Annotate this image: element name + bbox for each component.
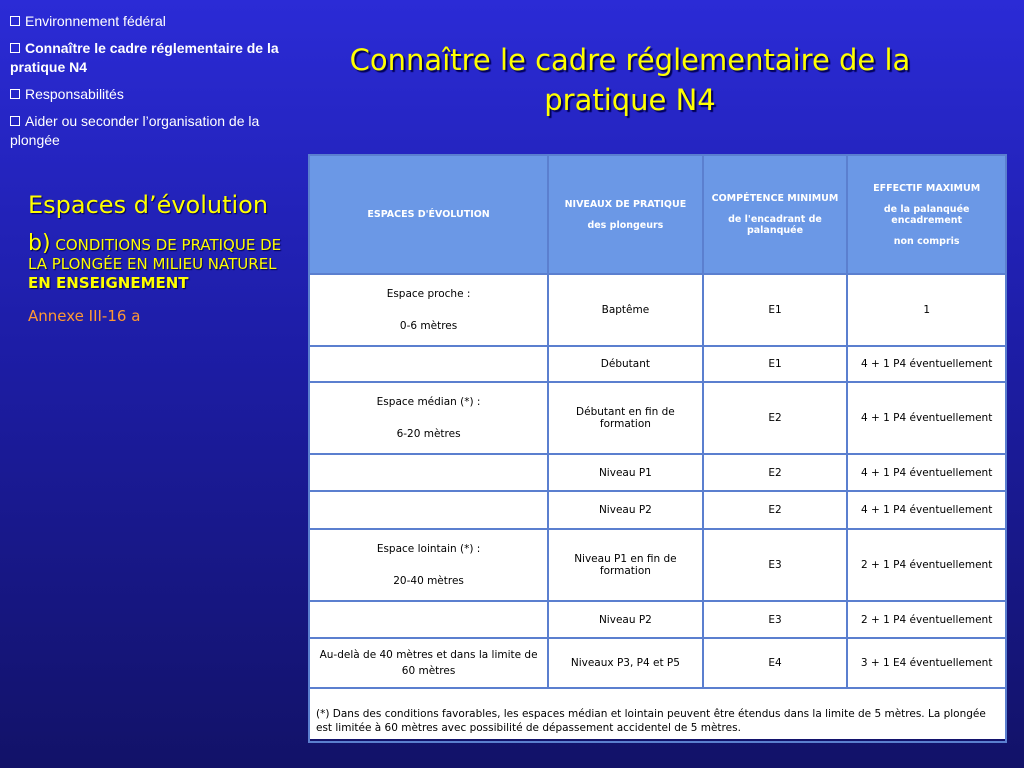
- cell-level: Débutant: [548, 346, 703, 382]
- header-espaces: ESPACES D'ÉVOLUTION: [309, 155, 548, 274]
- cell-competence: E1: [703, 274, 848, 346]
- cell-competence: E2: [703, 382, 848, 454]
- table-row: [309, 274, 1006, 346]
- nav-item-label: Responsabilités: [25, 86, 124, 102]
- cell-competence: E1: [703, 346, 848, 382]
- table-row: [309, 601, 1006, 638]
- side-sub-normal: CONDITIONS DE PRATIQUE DE LA PLONGÉE EN MILIEU NATUREL: [28, 236, 282, 273]
- nav-item-responsabilites[interactable]: [10, 85, 295, 104]
- cell-max: 2 + 1 P4 éventuellement: [847, 529, 1006, 601]
- cell-competence: E3: [703, 529, 848, 601]
- cell-max: 4 + 1 P4 éventuellement: [847, 346, 1006, 382]
- nav-item-organisation[interactable]: [10, 112, 295, 150]
- nav-item-label: Aider ou seconder l’organisation de la plongée: [10, 113, 260, 148]
- page-title: Connaître le cadre réglementaire de la pratique N4: [349, 43, 911, 117]
- table-row: [309, 346, 1006, 382]
- cell-space: [309, 346, 548, 382]
- checkbox-bullet-icon: [10, 16, 20, 26]
- cell-competence: E4: [703, 638, 848, 688]
- checkbox-bullet-icon: [10, 89, 20, 99]
- cell-space: [309, 491, 548, 529]
- cell-max: 4 + 1 P4 éventuellement: [847, 454, 1006, 491]
- side-heading: Espaces d’évolution: [28, 191, 269, 219]
- cell-max: 1: [847, 274, 1006, 346]
- header-effectif: EFFECTIF MAXIMUM de la palanquée encadrement non compris: [847, 155, 1006, 274]
- side-subtitle: [28, 231, 303, 293]
- cell-space: Espace lointain (*) : 20-40 mètres: [309, 529, 548, 601]
- table-header-row: [309, 155, 1006, 274]
- cell-competence: E2: [703, 454, 848, 491]
- cell-max: 3 + 1 E4 éventuellement: [847, 638, 1006, 688]
- table-row: [309, 382, 1006, 454]
- nav-item-environnement[interactable]: [10, 12, 295, 31]
- header-competence: COMPÉTENCE MINIMUM de l'encadrant de palanquée: [703, 155, 848, 274]
- cell-space: Espace médian (*) : 6-20 mètres: [309, 382, 548, 454]
- regulation-table: [308, 154, 1007, 743]
- table-row: [309, 454, 1006, 491]
- regulation-table-container: [308, 154, 1007, 739]
- table-row: [309, 491, 1006, 529]
- cell-level: Niveau P1: [548, 454, 703, 491]
- cell-level: Niveaux P3, P4 et P5: [548, 638, 703, 688]
- side-panel: [28, 190, 303, 325]
- cell-max: 4 + 1 P4 éventuellement: [847, 382, 1006, 454]
- nav-item-label: Connaître le cadre réglementaire de la pratique N4: [10, 40, 279, 75]
- cell-competence: E2: [703, 491, 848, 529]
- checkbox-bullet-icon: [10, 116, 20, 126]
- cell-level: Débutant en fin de formation: [548, 382, 703, 454]
- side-sub-bold: EN ENSEIGNEMENT: [28, 274, 189, 292]
- cell-space: Au-delà de 40 mètres et dans la limite de 60 mètres: [309, 638, 548, 688]
- nav-item-cadre[interactable]: [10, 39, 295, 77]
- nav-list: [10, 12, 295, 158]
- cell-space: [309, 454, 548, 491]
- cell-level: Niveau P2: [548, 491, 703, 529]
- cell-level: Niveau P2: [548, 601, 703, 638]
- cell-level: Baptême: [548, 274, 703, 346]
- cell-competence: E3: [703, 601, 848, 638]
- table-footnote: (*) Dans des conditions favorables, les espaces médian et lointain peuvent être étendus dans la limite de 5 mètres. La plongée est limitée à 60 mètres avec possibilité de dépassement accidentel de 5 mètres.: [309, 688, 1006, 742]
- cell-max: 2 + 1 P4 éventuellement: [847, 601, 1006, 638]
- cell-space: Espace proche : 0-6 mètres: [309, 274, 548, 346]
- checkbox-bullet-icon: [10, 43, 20, 53]
- cell-max: 4 + 1 P4 éventuellement: [847, 491, 1006, 529]
- cell-level: Niveau P1 en fin de formation: [548, 529, 703, 601]
- annex-label: Annexe III-16 a: [28, 307, 141, 325]
- side-sub-prefix: b): [28, 231, 51, 256]
- table-footnote-row: [309, 688, 1006, 742]
- cell-space: [309, 601, 548, 638]
- nav-item-label: Environnement fédéral: [25, 13, 166, 29]
- table-row: [309, 638, 1006, 688]
- table-row: [309, 529, 1006, 601]
- header-niveaux: NIVEAUX DE PRATIQUE des plongeurs: [548, 155, 703, 274]
